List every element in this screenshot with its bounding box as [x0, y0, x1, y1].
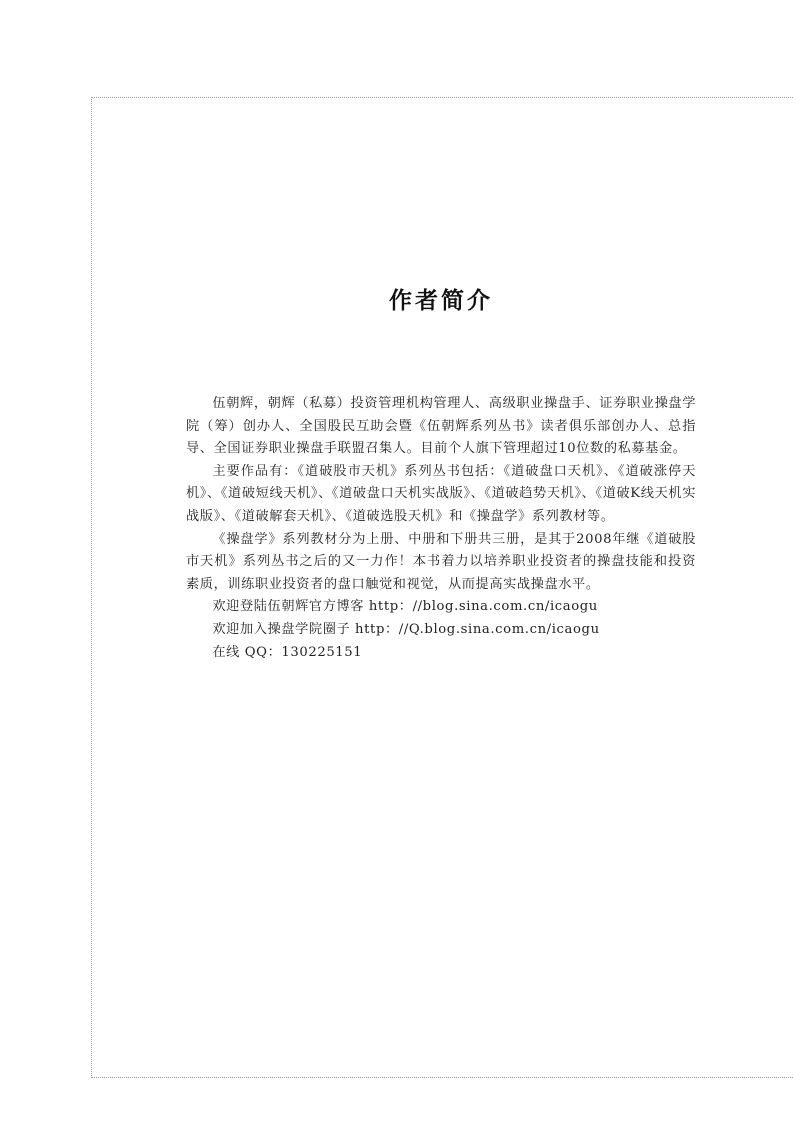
page-title: 作者简介: [389, 287, 493, 314]
author-bio: [186, 393, 696, 664]
qq-contact-line: 在线 QQ：130225151: [212, 644, 363, 660]
bio-paragraph-intro: 伍朝辉，朝辉（私募）投资管理机构管理人、高级职业操盘手、证券职业操盘学院（筹）创办人、全国股民互助会暨《伍朝辉系列丛书》读者俱乐部创办人、总指导、全国证券职业操盘手联盟召集人。目前个人旗下管理超过10位数的私募基金。: [186, 396, 696, 457]
group-link-line: 欢迎加入操盘学院圈子 http：//Q.blog.sina.com.cn/icaogu: [212, 621, 600, 637]
bio-paragraph-works: 主要作品有：《道破股市天机》系列丛书包括：《道破盘口天机》、《道破涨停天机》、《道破短线天机》、《道破盘口天机实战版》、《道破趋势天机》、《道破K线天机实战版》、《道破解套天机》、《道破选股天机》和《操盘学》系列教材等。: [186, 463, 696, 524]
bio-paragraph-textbook: 《操盘学》系列教材分为上册、中册和下册共三册，是其于2008年继《道破股市天机》系列丛书之后的又一力作！本书着力以培养职业投资者的操盘技能和投资素质，训练职业投资者的盘口触觉和视觉，从而提高实战操盘水平。: [186, 531, 696, 592]
blog-link-line: 欢迎登陆伍朝辉官方博客 http：//blog.sina.com.cn/icaogu: [212, 599, 598, 615]
